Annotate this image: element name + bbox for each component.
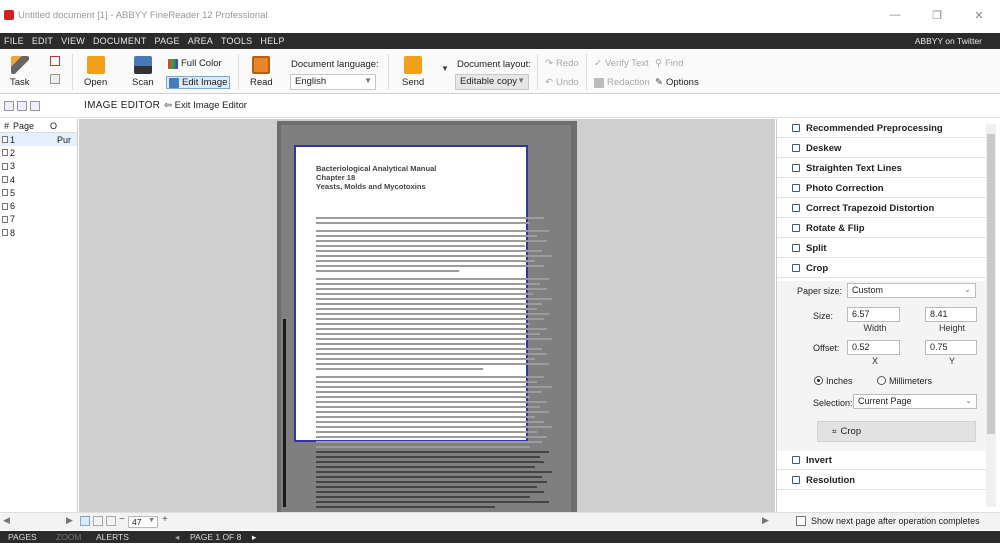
document-text-line <box>316 358 535 360</box>
x-caption: X <box>871 356 878 366</box>
verify-text-button[interactable] <box>594 58 649 69</box>
document-text-line <box>316 411 549 413</box>
split-item[interactable] <box>777 239 989 258</box>
document-text-line <box>316 446 530 448</box>
wrench-icon: ✎ <box>655 77 663 88</box>
find-button[interactable] <box>655 58 683 69</box>
show-next-page-label: Show next page after operation completes <box>811 516 980 526</box>
pages-panel-header <box>0 119 77 133</box>
rotate-icon <box>792 224 800 232</box>
width-input[interactable]: 6.57 <box>847 307 900 322</box>
document-text-line <box>316 353 547 355</box>
page-icon <box>2 163 8 170</box>
menu-tools[interactable]: TOOLS <box>221 36 253 46</box>
redo-button[interactable] <box>545 58 579 69</box>
document-text-line <box>316 235 537 237</box>
item-label: Deskew <box>806 142 842 154</box>
item-label: Recommended Preprocessing <box>806 122 943 134</box>
preprocessing-icon <box>792 124 800 132</box>
selection-label: Selection: <box>813 398 853 408</box>
resolution-item[interactable] <box>777 471 989 490</box>
page-indicator: PAGE 1 OF 8 <box>190 532 242 542</box>
millimeters-label: Millimeters <box>889 376 933 386</box>
camera-icon <box>792 184 800 192</box>
send-dropdown-icon[interactable]: ▼ <box>441 64 449 73</box>
zoom-in-icon[interactable]: + <box>162 514 168 525</box>
scroll-right-icon[interactable]: ▶ <box>66 515 73 525</box>
document-layout-select[interactable] <box>455 74 529 90</box>
item-label: Resolution <box>806 474 856 486</box>
image-editor-bar <box>0 96 1000 118</box>
document-text-line <box>316 293 533 295</box>
invert-item[interactable] <box>777 451 989 470</box>
document-text-line <box>316 368 483 370</box>
app-logo-icon <box>4 10 14 20</box>
minimize-icon[interactable]: — <box>889 9 901 21</box>
document-text-line <box>316 343 525 345</box>
document-text-line <box>316 328 547 330</box>
document-text-line <box>316 436 547 438</box>
edit-image-label: Edit Image <box>182 77 228 88</box>
page-icon <box>2 176 8 183</box>
document-title-line3: Yeasts, Molds and Mycotoxins <box>316 182 426 191</box>
scan-button[interactable] <box>132 56 154 88</box>
document-text-line <box>316 376 544 378</box>
page-row[interactable] <box>0 213 77 226</box>
page-row[interactable] <box>0 146 77 159</box>
page-row[interactable] <box>0 186 77 199</box>
page-number: 2 <box>10 147 16 158</box>
item-label: Crop <box>806 262 829 274</box>
verify-text-icon: ✓ <box>594 58 602 69</box>
verify-text-label: Verify Text <box>604 58 649 69</box>
offset-y-input[interactable]: 0.75 <box>925 340 977 355</box>
task-button[interactable] <box>10 56 30 88</box>
document-text-line <box>316 348 542 350</box>
thumbnails-view-icon[interactable] <box>4 101 14 111</box>
menu-view[interactable]: VIEW <box>61 36 85 46</box>
offset-label: Offset: <box>813 343 840 353</box>
correct-trapezoid-distortion-item[interactable] <box>777 199 989 218</box>
menu-bar <box>0 33 1000 49</box>
document-text-line <box>316 491 544 493</box>
item-label: Rotate & Flip <box>806 222 865 234</box>
task-label: Task <box>10 77 30 88</box>
recommended-preprocessing-item[interactable] <box>777 119 989 138</box>
menu-document[interactable]: DOCUMENT <box>92 36 147 46</box>
page-row[interactable] <box>0 199 77 212</box>
document-text-line <box>316 288 547 290</box>
document-text-line <box>316 481 547 483</box>
document-text-line <box>316 421 544 423</box>
read-document-icon <box>252 56 270 74</box>
window-title: Untitled document [1] - ABBYY FineReader 12 Professional <box>18 9 268 21</box>
show-next-page-checkbox[interactable] <box>796 516 806 526</box>
zoom-input[interactable] <box>128 516 158 528</box>
toolbar-separator <box>72 54 73 90</box>
item-label: Split <box>806 242 827 254</box>
resolution-icon <box>792 476 800 484</box>
chevron-down-icon: ▼ <box>364 76 372 85</box>
document-text-line <box>316 461 544 463</box>
document-layout-label: Document layout: <box>457 59 531 70</box>
chevron-down-icon: ⌄ <box>965 396 972 405</box>
rotate-flip-item[interactable] <box>777 219 989 238</box>
undo-icon: ↶ <box>545 77 553 88</box>
prev-page-icon[interactable]: ◂ <box>175 531 180 542</box>
undo-button[interactable] <box>545 77 579 88</box>
image-editor-title: IMAGE EDITOR <box>84 100 161 111</box>
details-view-icon[interactable] <box>17 101 27 111</box>
scroll-left-icon[interactable]: ◀ <box>3 515 10 525</box>
split-icon <box>792 244 800 252</box>
scan-margin-bar <box>283 319 286 507</box>
toolbar-separator <box>537 54 538 90</box>
document-text-line <box>316 451 549 453</box>
document-text-line <box>316 240 547 242</box>
document-text-line <box>316 456 540 458</box>
footer-gap <box>0 543 1000 556</box>
straighten-text-lines-item[interactable] <box>777 159 989 178</box>
folder-icon <box>87 56 105 74</box>
document-text-line <box>316 476 542 478</box>
new-document-icon[interactable] <box>50 56 60 66</box>
send-document-icon <box>404 56 422 74</box>
document-text-line <box>316 333 540 335</box>
page-number: 4 <box>10 174 16 185</box>
height-input[interactable]: 8.41 <box>925 307 977 322</box>
redaction-label: Redaction <box>607 77 650 88</box>
document-text-line <box>316 401 547 403</box>
document-text-line <box>316 466 535 468</box>
image-edit-icon <box>169 78 179 88</box>
alerts-tab[interactable]: ALERTS <box>96 532 129 542</box>
page-row[interactable] <box>0 226 77 239</box>
page-icon <box>2 229 8 236</box>
full-color-label: Full Color <box>181 58 222 69</box>
menu-page[interactable]: PAGE <box>154 36 180 46</box>
page-number: 7 <box>10 214 16 225</box>
menu-edit[interactable]: EDIT <box>31 36 54 46</box>
inches-radio[interactable] <box>814 376 823 385</box>
y-caption: Y <box>948 356 955 366</box>
page-icon <box>2 149 8 156</box>
paper-size-value: Custom <box>852 285 884 295</box>
document-text-line <box>316 496 530 498</box>
selection-value: Current Page <box>858 396 912 406</box>
send-label: Send <box>402 77 425 88</box>
page-number: 8 <box>10 227 16 238</box>
close-icon[interactable]: ✕ <box>974 9 984 22</box>
page-number: 1 <box>10 134 16 145</box>
document-text-line <box>316 308 537 310</box>
exit-image-editor-button[interactable] <box>164 100 247 111</box>
document-text-line <box>316 298 552 300</box>
crop-icon: ⌗ <box>832 426 837 436</box>
menu-area[interactable]: AREA <box>187 36 214 46</box>
document-text-line <box>316 501 549 503</box>
open-label: Open <box>84 77 108 88</box>
fit-width-icon[interactable] <box>93 516 103 526</box>
document-text-line <box>316 391 542 393</box>
menu-file[interactable]: FILE <box>4 36 24 46</box>
page-row[interactable] <box>0 133 77 146</box>
item-label: Straighten Text Lines <box>806 162 902 174</box>
document-text-line <box>316 386 552 388</box>
page-icon <box>2 216 8 223</box>
deskew-icon <box>792 144 800 152</box>
document-text-line <box>316 255 552 257</box>
item-label: Invert <box>806 454 832 466</box>
magic-wand-icon <box>11 56 29 74</box>
document-text-line <box>316 431 537 433</box>
trapezoid-icon <box>792 204 800 212</box>
list-view-icon[interactable] <box>30 101 40 111</box>
redo-icon: ↷ <box>545 58 553 69</box>
page-status: Pur <box>57 134 72 145</box>
properties-scrollbar[interactable] <box>986 124 996 507</box>
scroll-right-end-icon[interactable]: ▶ <box>762 515 769 525</box>
pages-panel <box>0 119 78 512</box>
redo-label: Redo <box>555 58 579 69</box>
redaction-icon <box>594 78 604 88</box>
item-label: Photo Correction <box>806 182 884 194</box>
page-icon <box>2 203 8 210</box>
send-button[interactable] <box>402 56 424 88</box>
page-icon <box>2 136 8 143</box>
page-icon <box>2 189 8 196</box>
window-controls <box>874 0 1000 30</box>
scanner-icon <box>134 56 152 74</box>
toolbar-separator <box>388 54 389 90</box>
crop-button-label: Crop <box>840 426 862 437</box>
page-number: 6 <box>10 201 16 212</box>
document-text-line <box>316 323 530 325</box>
crop-button[interactable] <box>817 421 976 442</box>
page-row[interactable] <box>0 173 77 186</box>
deskew-item[interactable] <box>777 139 989 158</box>
title-bar <box>0 0 1000 30</box>
document-text-line <box>316 245 525 247</box>
toolbar-separator <box>586 54 587 90</box>
document-title-line1: Bacteriological Analytical Manual <box>316 164 437 173</box>
image-tools-panel <box>776 119 1000 512</box>
width-caption: Width <box>863 323 887 333</box>
page-row[interactable] <box>0 160 77 173</box>
undo-label: Undo <box>555 77 579 88</box>
document-text-line <box>316 230 549 232</box>
document-text-line <box>316 416 535 418</box>
image-canvas[interactable] <box>79 119 775 512</box>
exit-icon: ⇦ <box>164 100 175 111</box>
document-text-line <box>316 471 552 473</box>
clipboard-icon[interactable] <box>50 74 60 84</box>
chevron-down-icon: ▼ <box>517 76 525 85</box>
size-label: Size: <box>813 311 834 321</box>
status-bar <box>0 531 1000 543</box>
document-text-line <box>316 303 542 305</box>
document-text-line <box>316 265 544 267</box>
column-page[interactable]: Page <box>13 120 35 131</box>
chevron-down-icon: ⌄ <box>964 285 971 294</box>
zoom-tab[interactable]: ZOOM <box>56 532 82 542</box>
scan-label: Scan <box>132 77 154 88</box>
options-label: Options <box>665 77 699 88</box>
binoculars-icon: ⚲ <box>655 58 662 69</box>
document-text-line <box>316 406 540 408</box>
offset-x-input[interactable]: 0.52 <box>847 340 900 355</box>
document-text-line <box>316 217 544 219</box>
redaction-button[interactable] <box>594 77 650 88</box>
height-caption: Height <box>938 323 965 333</box>
column-other[interactable]: O <box>50 120 58 131</box>
document-text-line <box>316 318 544 320</box>
scrollbar-thumb[interactable] <box>987 134 995 434</box>
zoom-value: 47 <box>132 517 142 527</box>
document-text-line <box>316 486 537 488</box>
open-button[interactable] <box>84 56 107 88</box>
find-label: Find <box>664 58 684 69</box>
document-title-line2: Chapter 18 <box>316 173 356 182</box>
selection-select[interactable] <box>853 394 977 409</box>
document-text-line <box>316 260 535 262</box>
page-number: 3 <box>10 161 16 172</box>
next-page-icon[interactable]: ▸ <box>252 531 257 542</box>
pages-tab[interactable]: PAGES <box>8 532 37 542</box>
document-text-line <box>316 506 495 508</box>
document-text-line <box>316 426 552 428</box>
actual-size-icon[interactable] <box>106 516 116 526</box>
document-text-line <box>316 381 537 383</box>
options-button[interactable] <box>655 77 699 88</box>
bottom-controls <box>0 512 1000 530</box>
color-palette-icon <box>168 59 178 69</box>
paper-size-label: Paper size: <box>797 286 843 296</box>
crop-icon <box>792 264 800 272</box>
full-color-button[interactable] <box>168 58 222 69</box>
read-label: Read <box>250 77 273 88</box>
paper-size-select[interactable] <box>847 283 976 298</box>
document-text-line <box>316 313 549 315</box>
zoom-out-icon[interactable]: − <box>119 514 125 525</box>
twitter-link[interactable]: ABBYY on Twitter <box>914 36 982 46</box>
document-text-line <box>316 396 530 398</box>
main-toolbar <box>0 50 1000 94</box>
straighten-lines-icon <box>792 164 800 172</box>
document-text-line <box>316 338 552 340</box>
document-language-label: Document language: <box>291 59 379 70</box>
chevron-down-icon: ▼ <box>148 517 155 524</box>
document-layout-value: Editable copy <box>460 76 518 87</box>
maximize-icon[interactable]: ❐ <box>932 9 942 22</box>
document-text-line <box>316 222 530 224</box>
menu-help[interactable]: HELP <box>260 36 285 46</box>
toolbar-separator <box>238 54 239 90</box>
exit-image-editor-label: Exit Image Editor <box>174 100 247 111</box>
document-text-line <box>316 363 549 365</box>
page-number: 5 <box>10 187 16 198</box>
document-language-select[interactable] <box>290 74 376 90</box>
document-language-value: English <box>295 76 327 87</box>
hash-icon: # <box>4 120 10 131</box>
document-text-line <box>316 441 542 443</box>
item-label: Correct Trapezoid Distortion <box>806 202 935 214</box>
fit-page-icon[interactable] <box>80 516 90 526</box>
crop-item[interactable] <box>777 259 989 278</box>
edit-image-button[interactable] <box>166 76 230 89</box>
document-text-line <box>316 278 549 280</box>
invert-icon <box>792 456 800 464</box>
photo-correction-item[interactable] <box>777 179 989 198</box>
millimeters-radio[interactable] <box>877 376 886 385</box>
read-button[interactable] <box>250 56 273 88</box>
document-text-line <box>316 250 542 252</box>
document-text-line <box>316 283 540 285</box>
document-text-line <box>316 270 459 272</box>
inches-label: Inches <box>826 376 853 386</box>
